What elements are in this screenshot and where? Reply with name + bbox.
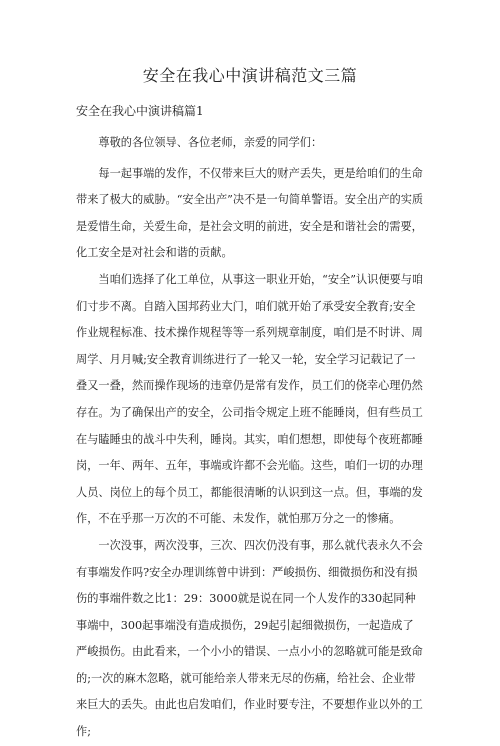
body-paragraph-3: 一次没事，两次没事，三次、四次仍没有事，那么就代表永久不会有事端发作吗?安全办理训练曾中讲到：严峻损伤、细微损伤和没有损伤的事端件数之比1：29：3000就是说在同一个人发作的330起同种事端中，300起事端没有造成损伤，29起引起细微损伤，一起造成了严峻损伤。由此看来，一个小小的错误、一点小小的忽略就可能是致命的;一次的麻木忽略，就可能给亲人带来无尽的伤痛，给社会、企业带来巨大的丢失。由此也启发咱们，作业时要专注，不要想作业以外的工作; [76,538,423,739]
document-title: 安全在我心中演讲稿范文三篇 [142,66,358,85]
greeting-paragraph: 尊敬的各位领导、各位老师，亲爱的同学们： [98,136,323,149]
document-body [76,130,424,746]
body-paragraph-1: 每一起事端的发作，不仅带来巨大的财产丢失，更是给咱们的生命带来了极大的威胁。“安全出产”决不是一句简单警语。安全出产的实质是爱惜生命，关爱生命，是社会文明的前进，安全是和谐社会的需要，化工安全是对社会和谐的贡献。 [76,166,424,260]
body-paragraph-2: 当咱们选择了化工单位，从事这一职业开始，“安全”认识便要与咱们寸步不离。自踏入国邦药业大门，咱们就开始了承受安全教育;安全作业规程标准、技术操作规程等等一系列规章制度，咱们是不时讲、周周学、月月喊;安全教育训练进行了一轮又一轮，安全学习记载记了一叠又一叠，然而操作现场的违章仍是常有发作，员工们的侥幸心理仍然存在。为了确保出产的安全，公司指令规定上班不能睡岗，但有些员工在与瞌睡虫的战斗中失利，睡岗。其实，咱们想想，即使每个夜班都睡岗，一年、两年、五年，事端或许都不会光临。这些，咱们一切的办理人员、岗位上的每个员工，都能很清晰的认识到这一点。但，事端的发作，不在乎那一万次的不可能、未发作，就怕那万分之一的惨痛。 [76,272,424,526]
document-subtitle: 安全在我心中演讲稿篇1 [76,104,204,118]
